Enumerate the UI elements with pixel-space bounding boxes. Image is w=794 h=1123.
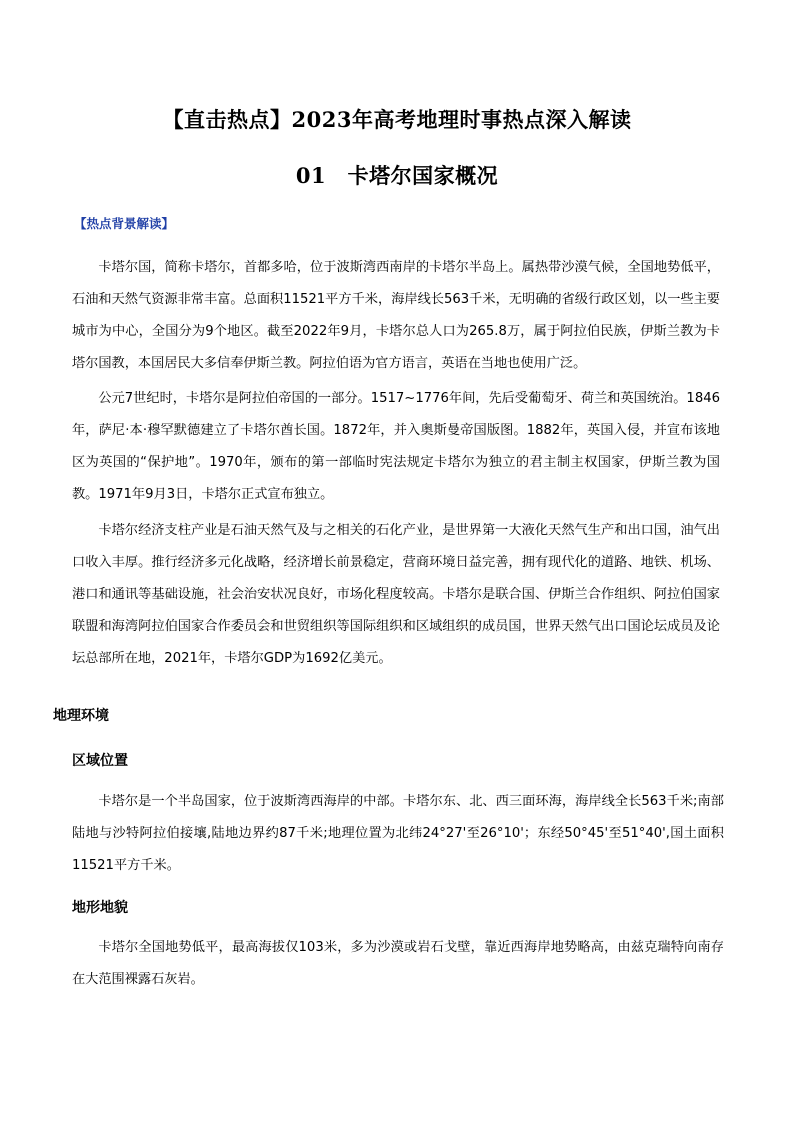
- subheading-location: 区域位置: [72, 753, 128, 769]
- section-label-background: 【热点背景解读】: [74, 216, 175, 231]
- paragraph-overview: 卡塔尔国，简称卡塔尔，首都多哈，位于波斯湾西南岸的卡塔尔半岛上。属热带沙漠气候，全国地势低平，石油和天然气资源非常丰富。总面积11521平方千米，海岸线长563千米，无明确的省级行政区划，以一些主要城市为中心，全国分为9个地区。截至2022年9月，卡塔尔总人口为265.8万，属于阿拉伯民族，伊斯兰教为卡塔尔国教，本国居民大多信奉伊斯兰教。阿拉伯语为官方语言，英语在当地也使用广泛。: [72, 260, 720, 371]
- subheading-terrain: 地形地貌: [72, 900, 128, 916]
- document-subtitle: 01 卡塔尔国家概况: [295, 163, 499, 188]
- paragraph-location: 卡塔尔是一个半岛国家，位于波斯湾西海岸的中部。卡塔尔东、北、西三面环海，海岸线全长563千米;南部陆地与沙特阿拉伯接壤,陆地边界约87千米;地理位置为北纬24°27'至26°10'；东经50°45'至51°40',国土面积11521平方千米。: [72, 794, 724, 873]
- paragraph-economy: 卡塔尔经济支柱产业是石油天然气及与之相关的石化产业，是世界第一大液化天然气生产和出口国，油气出口收入丰厚。推行经济多元化战略，经济增长前景稳定，营商环境日益完善，拥有现代化的道路、地铁、机场、港口和通讯等基础设施，社会治安状况良好，市场化程度较高。卡塔尔是联合国、伊斯兰合作组织、阿拉伯国家联盟和海湾阿拉伯国家合作委员会和世贸组织等国际组织和区域组织的成员国，世界天然气出口国论坛成员及论坛总部所在地，2021年，卡塔尔GDP为1692亿美元。: [72, 523, 720, 666]
- document-title: 【直击热点】2023年高考地理时事热点深入解读: [162, 107, 632, 132]
- heading-geography: 地理环境: [53, 708, 109, 724]
- paragraph-terrain: 卡塔尔全国地势低平，最高海拔仅103米，多为沙漠或岩石戈壁，靠近西海岸地势略高，由兹克瑞特向南存在大范围裸露石灰岩。: [72, 940, 724, 987]
- paragraph-history: 公元7世纪时，卡塔尔是阿拉伯帝国的一部分。1517~1776年间，先后受葡萄牙、荷兰和英国统治。1846年，萨尼·本·穆罕默德建立了卡塔尔酋长国。1872年，并入奥斯曼帝国版图。1882年，英国入侵，并宣布该地区为英国的“保护地”。1970年，颁布的第一部临时宪法规定卡塔尔为独立的君主制主权国家，伊斯兰教为国教。1971年9月3日，卡塔尔正式宣布独立。: [72, 391, 720, 502]
